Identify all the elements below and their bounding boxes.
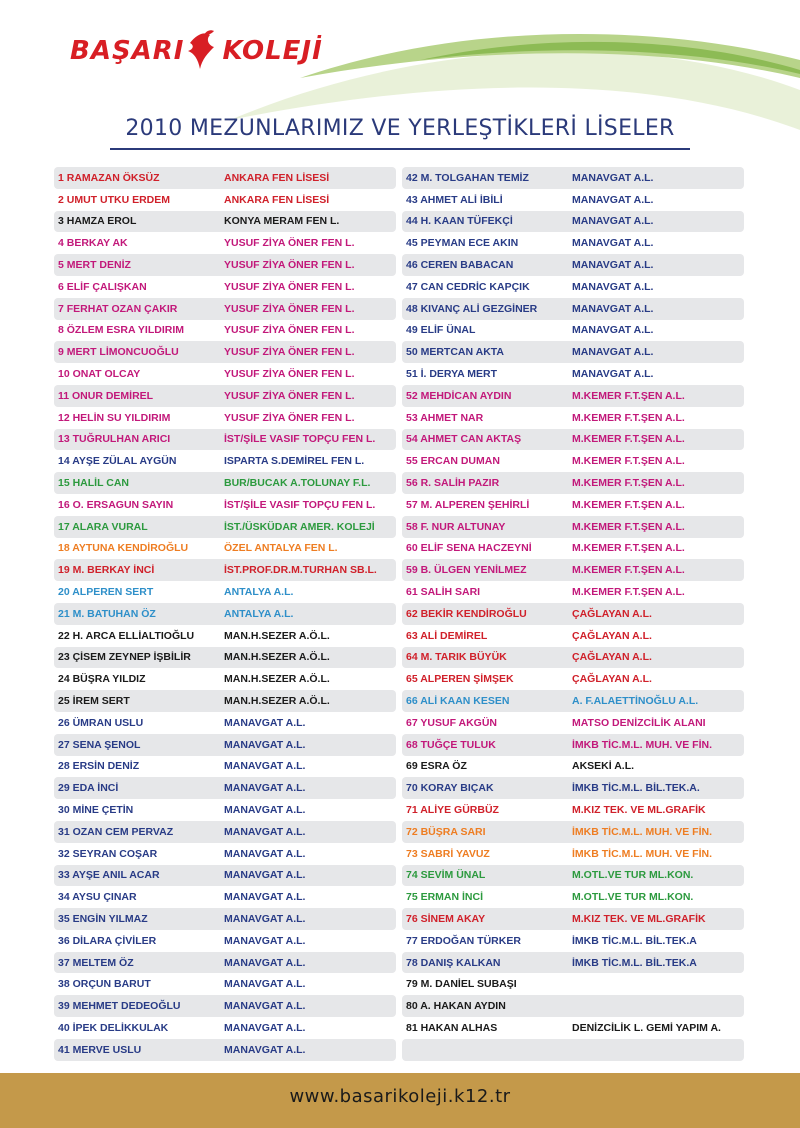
- graduate-school: YUSUF ZİYA ÖNER FEN L.: [224, 389, 355, 402]
- graduate-school: MANAVGAT A.L.: [572, 259, 654, 272]
- graduate-name: 34 AYSU ÇINAR: [58, 891, 137, 904]
- graduate-school: MANAVGAT A.L.: [572, 302, 654, 315]
- graduate-school: ÇAĞLAYAN A.L.: [572, 629, 652, 642]
- graduate-school: MAN.H.SEZER A.Ö.L.: [224, 629, 330, 642]
- list-item: [54, 320, 396, 342]
- graduate-name: 43 AHMET ALİ İBİLİ: [406, 193, 503, 206]
- graduate-school: YUSUF ZİYA ÖNER FEN L.: [224, 411, 355, 424]
- graduate-school: M.KEMER F.T.ŞEN A.L.: [572, 389, 685, 402]
- graduate-school: YUSUF ZİYA ÖNER FEN L.: [224, 237, 355, 250]
- graduate-school: MANAVGAT A.L.: [224, 912, 306, 925]
- list-item: [54, 450, 396, 472]
- list-item: [54, 821, 396, 843]
- graduate-school: İST.PROF.DR.M.TURHAN SB.L.: [224, 564, 377, 577]
- graduate-name: 47 CAN CEDRİC KAPÇIK: [406, 280, 530, 293]
- list-item: [54, 930, 396, 952]
- graduate-name: 68 TUĞÇE TULUK: [406, 738, 496, 751]
- list-item: [402, 363, 744, 385]
- list-item: [402, 494, 744, 516]
- graduate-name: 29 EDA İNCİ: [58, 782, 119, 795]
- graduate-name: 62 BEKİR KENDİROĞLU: [406, 607, 527, 620]
- list-item: [402, 407, 744, 429]
- graduate-name: 19 M. BERKAY İNCİ: [58, 564, 155, 577]
- graduate-name: 50 MERTCAN AKTA: [406, 346, 505, 359]
- graduate-school: MANAVGAT A.L.: [572, 193, 654, 206]
- graduate-school: MANAVGAT A.L.: [224, 1043, 306, 1056]
- graduate-school: MANAVGAT A.L.: [572, 280, 654, 293]
- graduate-school: MANAVGAT A.L.: [224, 891, 306, 904]
- list-item: [54, 341, 396, 363]
- list-item: [402, 516, 744, 538]
- list-item: [54, 1017, 396, 1039]
- list-item: [402, 320, 744, 342]
- list-item: [54, 472, 396, 494]
- graduate-school: A. F.ALAETTİNOĞLU A.L.: [572, 695, 699, 708]
- graduate-school: İST/ŞİLE VASIF TOPÇU FEN L.: [224, 433, 376, 446]
- list-item: [402, 298, 744, 320]
- graduate-school: MANAVGAT A.L.: [224, 1021, 306, 1034]
- graduate-school: İMKB TİC.M.L. MUH. VE FİN.: [572, 825, 712, 838]
- graduate-name: 78 DANIŞ KALKAN: [406, 956, 501, 969]
- graduate-school: ISPARTA S.DEMİREL FEN L.: [224, 455, 365, 468]
- graduate-school: M.KEMER F.T.ŞEN A.L.: [572, 586, 685, 599]
- list-item: [402, 995, 744, 1017]
- graduate-school: İMKB TİC.M.L. BİL.TEK.A: [572, 956, 697, 969]
- graduate-school: AKSEKİ A.L.: [572, 760, 635, 773]
- graduate-name: 56 R. SALİH PAZIR: [406, 477, 500, 490]
- graduate-name: 73 SABRİ YAVUZ: [406, 847, 490, 860]
- graduate-name: 41 MERVE USLU: [58, 1043, 142, 1056]
- graduate-school: M.KIZ TEK. VE ML.GRAFİK: [572, 804, 706, 816]
- graduate-school: MANAVGAT A.L.: [572, 324, 654, 337]
- graduate-name: 23 ÇİSEM ZEYNEP İŞBİLİR: [58, 651, 191, 664]
- graduate-school: MAN.H.SEZER A.Ö.L.: [224, 695, 330, 708]
- list-item: [402, 254, 744, 276]
- list-item: [402, 211, 744, 233]
- graduate-name: 45 PEYMAN ECE AKIN: [406, 237, 519, 250]
- graduate-name: 59 B. ÜLGEN YENİLMEZ: [406, 564, 527, 577]
- graduate-school: İST/ŞİLE VASIF TOPÇU FEN L.: [224, 498, 376, 511]
- graduates-list-left: [54, 167, 396, 1061]
- school-logo: [70, 26, 323, 76]
- list-item: [402, 930, 744, 952]
- graduate-school: MAN.H.SEZER A.Ö.L.: [224, 673, 330, 686]
- list-item: [402, 908, 744, 930]
- graduate-name: 8 ÖZLEM ESRA YILDIRIM: [58, 324, 185, 337]
- list-item: [402, 538, 744, 560]
- list-item: [402, 712, 744, 734]
- graduate-name: 21 M. BATUHAN ÖZ: [58, 607, 156, 620]
- graduate-name: 57 M. ALPEREN ŞEHİRLİ: [406, 498, 530, 511]
- page-title: 2010 MEZUNLARIMIZ VE YERLEŞTİKLERİ LİSELER: [125, 116, 675, 141]
- graduate-name: 49 ELİF ÜNAL: [406, 324, 476, 337]
- list-item: [54, 1039, 396, 1061]
- list-item: [402, 625, 744, 647]
- graduate-school: MANAVGAT A.L.: [224, 738, 306, 751]
- list-item: [54, 559, 396, 581]
- graduate-school: ANTALYA A.L.: [224, 586, 294, 599]
- list-item: [402, 276, 744, 298]
- list-item: [54, 211, 396, 233]
- graduate-school: M.KIZ TEK. VE ML.GRAFİK: [572, 912, 706, 925]
- list-item: [54, 647, 396, 669]
- graduate-school: MAN.H.SEZER A.Ö.L.: [224, 651, 330, 664]
- graduate-name: 53 AHMET NAR: [406, 411, 484, 424]
- graduate-name: 36 DİLARA ÇİVİLER: [58, 934, 157, 947]
- graduate-school: M.OTL.VE TUR ML.KON.: [572, 891, 694, 904]
- list-item: [402, 385, 744, 407]
- graduate-school: MANAVGAT A.L.: [572, 368, 654, 381]
- graduate-school: MANAVGAT A.L.: [224, 847, 306, 860]
- graduate-name: 12 HELİN SU YILDIRIM: [58, 411, 171, 424]
- graduate-name: 55 ERCAN DUMAN: [406, 455, 500, 468]
- graduate-name: 25 İREM SERT: [58, 695, 130, 708]
- graduate-school: YUSUF ZİYA ÖNER FEN L.: [224, 346, 355, 359]
- list-item: [54, 690, 396, 712]
- graduate-school: İMKB TİC.M.L. MUH. VE FİN.: [572, 847, 712, 860]
- graduate-name: 6 ELİF ÇALIŞKAN: [58, 280, 147, 293]
- graduates-list-right: [402, 167, 744, 1061]
- graduate-school: MANAVGAT A.L.: [224, 716, 306, 729]
- graduate-school: İMKB TİC.M.L. BİL.TEK.A.: [572, 782, 700, 795]
- graduate-name: 3 HAMZA EROL: [58, 215, 137, 228]
- list-item: [54, 668, 396, 690]
- title-underline: [110, 148, 690, 150]
- list-item: [54, 777, 396, 799]
- graduate-name: 35 ENGİN YILMAZ: [58, 912, 148, 925]
- graduate-name: 13 TUĞRULHAN ARICI: [58, 433, 171, 446]
- graduate-name: 11 ONUR DEMİREL: [58, 389, 154, 402]
- list-item: [54, 189, 396, 211]
- list-item: [54, 363, 396, 385]
- graduate-name: 16 O. ERSAGUN SAYIN: [58, 498, 174, 511]
- graduate-school: YUSUF ZİYA ÖNER FEN L.: [224, 280, 355, 293]
- graduate-name: 28 ERSİN DENİZ: [58, 760, 140, 773]
- list-item: [402, 690, 744, 712]
- list-item: [54, 995, 396, 1017]
- list-item: [54, 298, 396, 320]
- graduate-name: 74 SEVİM ÜNAL: [406, 869, 486, 882]
- graduate-school: M.KEMER F.T.ŞEN A.L.: [572, 498, 685, 511]
- graduate-name: 76 SİNEM AKAY: [406, 912, 486, 925]
- graduate-school: MANAVGAT A.L.: [224, 956, 306, 969]
- list-item: [402, 559, 744, 581]
- graduate-name: 1 RAMAZAN ÖKSÜZ: [58, 171, 160, 184]
- graduate-school: ÇAĞLAYAN A.L.: [572, 673, 652, 686]
- graduate-name: 65 ALPEREN ŞİMŞEK: [406, 673, 514, 686]
- list-item: [54, 581, 396, 603]
- graduate-school: M.KEMER F.T.ŞEN A.L.: [572, 411, 685, 424]
- list-item: [54, 385, 396, 407]
- graduate-name: 64 M. TARIK BÜYÜK: [406, 651, 507, 664]
- graduate-name: 39 MEHMET DEDEOĞLU: [58, 1000, 181, 1013]
- graduate-school: MANAVGAT A.L.: [572, 171, 654, 184]
- list-item: [402, 952, 744, 974]
- graduate-school: YUSUF ZİYA ÖNER FEN L.: [224, 368, 355, 381]
- list-item: [54, 973, 396, 995]
- graduate-school: MANAVGAT A.L.: [224, 869, 306, 882]
- graduate-school: İMKB TİC.M.L. BİL.TEK.A: [572, 934, 697, 947]
- list-item: [54, 952, 396, 974]
- graduate-name: 54 AHMET CAN AKTAŞ: [406, 433, 522, 446]
- graduate-school: MANAVGAT A.L.: [224, 804, 306, 816]
- graduate-name: 60 ELİF SENA HACZEYNİ: [406, 542, 532, 555]
- graduate-name: 37 MELTEM ÖZ: [58, 956, 134, 969]
- graduate-name: 17 ALARA VURAL: [58, 520, 148, 533]
- graduate-school: ANKARA FEN LİSESİ: [224, 193, 330, 206]
- graduate-name: 30 MİNE ÇETİN: [58, 804, 134, 816]
- graduate-school: ÇAĞLAYAN A.L.: [572, 607, 652, 620]
- graduate-name: 42 M. TOLGAHAN TEMİZ: [406, 171, 529, 184]
- list-item: [54, 407, 396, 429]
- list-item: [54, 167, 396, 189]
- list-item: [54, 843, 396, 865]
- graduate-name: 66 ALİ KAAN KESEN: [406, 695, 510, 708]
- graduate-school: M.KEMER F.T.ŞEN A.L.: [572, 455, 685, 468]
- graduate-school: MANAVGAT A.L.: [572, 215, 654, 228]
- graduate-name: 32 SEYRAN COŞAR: [58, 847, 158, 860]
- graduate-name: 31 OZAN CEM PERVAZ: [58, 825, 174, 838]
- graduate-school: MANAVGAT A.L.: [572, 237, 654, 250]
- graduate-name: 9 MERT LİMONCUOĞLU: [58, 346, 179, 359]
- list-item: [402, 647, 744, 669]
- graduate-school: M.OTL.VE TUR ML.KON.: [572, 869, 694, 882]
- list-item: [54, 429, 396, 451]
- graduate-name: 18 AYTUNA KENDİROĞLU: [58, 542, 189, 555]
- list-item: [54, 734, 396, 756]
- graduate-name: 5 MERT DENİZ: [58, 259, 131, 272]
- graduate-name: 15 HALİL CAN: [58, 477, 129, 490]
- list-item: [402, 341, 744, 363]
- logo-bird-icon: [186, 29, 220, 73]
- graduate-name: 46 CEREN BABACAN: [406, 259, 514, 272]
- list-item: [54, 908, 396, 930]
- graduate-school: YUSUF ZİYA ÖNER FEN L.: [224, 259, 355, 272]
- graduate-name: 67 YUSUF AKGÜN: [406, 716, 498, 729]
- graduate-school: YUSUF ZİYA ÖNER FEN L.: [224, 302, 355, 315]
- list-item: [54, 276, 396, 298]
- graduate-school: MANAVGAT A.L.: [224, 825, 306, 838]
- list-item: [54, 865, 396, 887]
- graduate-school: MANAVGAT A.L.: [224, 934, 306, 947]
- list-item: [54, 625, 396, 647]
- graduate-school: M.KEMER F.T.ŞEN A.L.: [572, 564, 685, 577]
- list-item: [402, 450, 744, 472]
- graduate-name: 2 UMUT UTKU ERDEM: [58, 193, 170, 206]
- list-item: [402, 167, 744, 189]
- graduate-school: M.KEMER F.T.ŞEN A.L.: [572, 542, 685, 555]
- graduate-name: 4 BERKAY AK: [58, 237, 128, 250]
- graduate-school: YUSUF ZİYA ÖNER FEN L.: [224, 324, 355, 337]
- list-item: [54, 538, 396, 560]
- list-item: [402, 843, 744, 865]
- graduate-school: M.KEMER F.T.ŞEN A.L.: [572, 477, 685, 490]
- list-item: [54, 232, 396, 254]
- graduate-name: 79 M. DANİEL SUBAŞI: [406, 978, 517, 991]
- list-item: [402, 429, 744, 451]
- list-item: [402, 973, 744, 995]
- list-item: [54, 254, 396, 276]
- graduate-school: ÇAĞLAYAN A.L.: [572, 651, 652, 664]
- graduate-school: MANAVGAT A.L.: [224, 782, 306, 795]
- list-item: [54, 494, 396, 516]
- list-item: [402, 1039, 744, 1061]
- list-item: [402, 232, 744, 254]
- graduate-school: DENİZCİLİK L. GEMİ YAPIM A.: [572, 1021, 721, 1034]
- list-item: [54, 712, 396, 734]
- graduate-name: 58 F. NUR ALTUNAY: [406, 520, 506, 533]
- logo-text-left: BAŞARI: [70, 36, 185, 66]
- graduate-school: M.KEMER F.T.ŞEN A.L.: [572, 433, 685, 446]
- list-item: [402, 668, 744, 690]
- graduate-name: 20 ALPEREN SERT: [58, 586, 154, 599]
- graduate-name: 71 ALİYE GÜRBÜZ: [406, 804, 499, 816]
- graduate-name: 77 ERDOĞAN TÜRKER: [406, 934, 521, 947]
- list-item: [402, 472, 744, 494]
- list-item: [402, 1017, 744, 1039]
- graduate-name: 70 KORAY BIÇAK: [406, 782, 494, 795]
- list-item: [54, 603, 396, 625]
- graduate-name: 48 KIVANÇ ALİ GEZGİNER: [406, 302, 538, 315]
- graduate-name: 81 HAKAN ALHAS: [406, 1021, 498, 1034]
- list-item: [402, 865, 744, 887]
- graduate-name: 38 ORÇUN BARUT: [58, 978, 151, 991]
- list-item: [402, 603, 744, 625]
- graduate-name: 7 FERHAT OZAN ÇAKIR: [58, 302, 178, 315]
- graduate-name: 51 İ. DERYA MERT: [406, 368, 498, 381]
- graduate-name: 22 H. ARCA ELLİALTIOĞLU: [58, 629, 195, 642]
- graduate-school: MANAVGAT A.L.: [224, 1000, 306, 1013]
- graduate-name: 69 ESRA ÖZ: [406, 760, 467, 773]
- list-item: [54, 756, 396, 778]
- list-item: [402, 799, 744, 821]
- graduate-name: 75 ERMAN İNCİ: [406, 891, 484, 904]
- graduate-school: İST./ÜSKÜDAR AMER. KOLEJİ: [224, 520, 375, 533]
- list-item: [402, 886, 744, 908]
- graduate-school: ANTALYA A.L.: [224, 607, 294, 620]
- graduate-name: 80 A. HAKAN AYDIN: [406, 1000, 506, 1013]
- graduate-name: 26 ÜMRAN USLU: [58, 716, 144, 729]
- graduate-school: MATSO DENİZCİLİK ALANI: [572, 716, 706, 729]
- list-item: [54, 516, 396, 538]
- graduate-school: ÖZEL ANTALYA FEN L.: [224, 542, 338, 555]
- graduate-name: 44 H. KAAN TÜFEKÇİ: [406, 215, 513, 228]
- graduate-name: 14 AYŞE ZÜLAL AYGÜN: [58, 455, 177, 468]
- graduate-name: 24 BÜŞRA YILDIZ: [58, 673, 146, 686]
- list-item: [402, 734, 744, 756]
- logo-text-right: KOLEJİ: [222, 36, 323, 66]
- graduate-name: 33 AYŞE ANIL ACAR: [58, 869, 160, 882]
- graduate-name: 10 ONAT OLCAY: [58, 368, 141, 381]
- graduate-school: İMKB TİC.M.L. MUH. VE FİN.: [572, 738, 712, 751]
- graduate-name: 27 SENA ŞENOL: [58, 738, 141, 751]
- graduate-name: 52 MEHDİCAN AYDIN: [406, 389, 512, 402]
- list-item: [54, 886, 396, 908]
- list-item: [402, 581, 744, 603]
- graduate-name: 40 İPEK DELİKKULAK: [58, 1021, 169, 1034]
- graduate-school: BUR/BUCAK A.TOLUNAY F.L.: [224, 477, 371, 490]
- graduate-school: MANAVGAT A.L.: [224, 760, 306, 773]
- graduate-school: MANAVGAT A.L.: [572, 346, 654, 359]
- graduate-school: MANAVGAT A.L.: [224, 978, 306, 991]
- list-item: [54, 799, 396, 821]
- list-item: [402, 821, 744, 843]
- list-item: [402, 777, 744, 799]
- graduate-name: 61 SALİH SARI: [406, 586, 481, 599]
- graduate-school: ANKARA FEN LİSESİ: [224, 171, 330, 184]
- graduate-name: 63 ALİ DEMİREL: [406, 629, 488, 642]
- footer-url[interactable]: www.basarikoleji.k12.tr: [289, 1086, 511, 1107]
- list-item: [402, 756, 744, 778]
- graduate-school: KONYA MERAM FEN L.: [224, 215, 340, 228]
- graduate-school: M.KEMER F.T.ŞEN A.L.: [572, 520, 685, 533]
- graduate-name: 72 BÜŞRA SARI: [406, 825, 486, 838]
- list-item: [402, 189, 744, 211]
